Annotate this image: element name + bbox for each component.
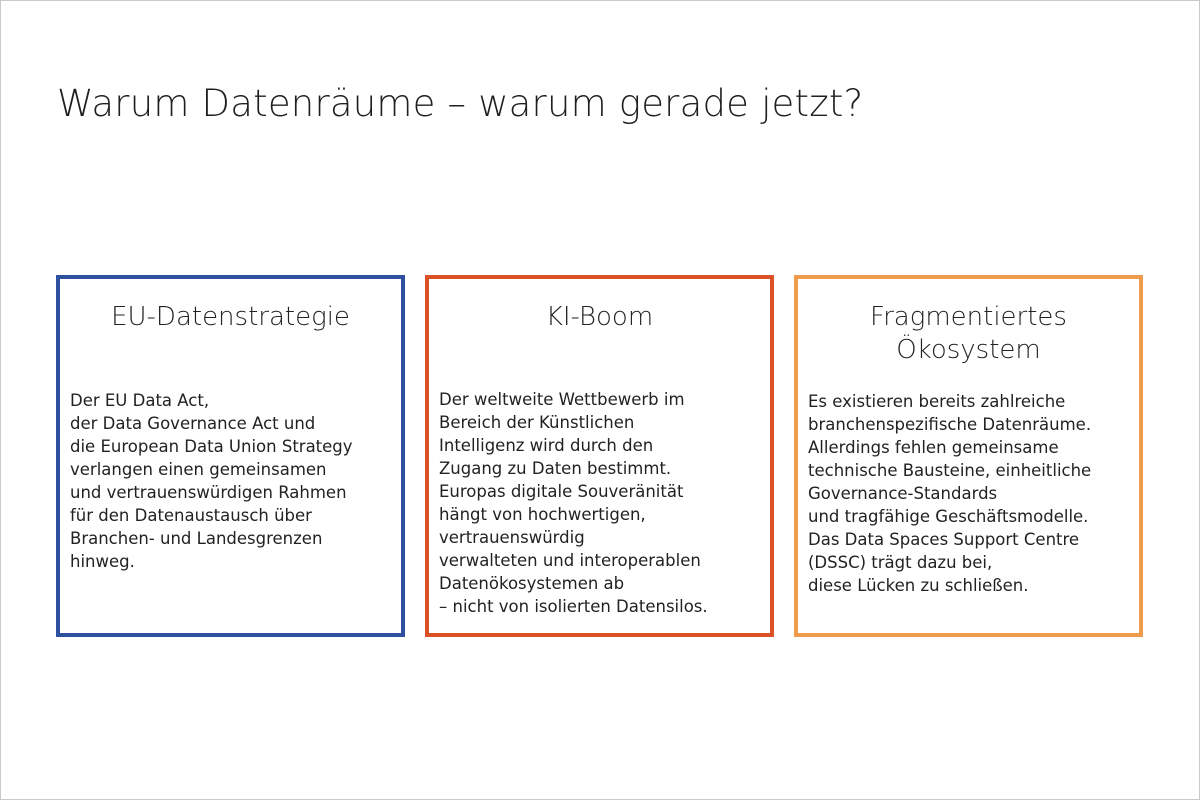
- card-title: Fragmentiertes Ökosystem: [870, 302, 1067, 365]
- card-body: Der EU Data Act, der Data Governance Act und die European Data Union Strategy verlangen einen gemeinsamen und vertrauenswürdigen Rahmen für den Datenaustausch über Branchen- und Landesgrenzen hinweg.: [70, 391, 353, 571]
- slide-title: Warum Datenräume – warum gerade jetzt?: [57, 82, 864, 125]
- card-fragmentiertes-oekosystem: [794, 275, 1143, 637]
- card-ki-boom: [425, 275, 774, 637]
- card-body: Der weltweite Wettbewerb im Bereich der Künstlichen Intelligenz wird durch den Zugang zu Daten bestimmt. Europas digitale Souveränität hängt von hochwertigen, vertrauenswürdig verwalteten und interoperablen Datenökosystemen ab – nicht von isolierten Datensilos.: [439, 390, 708, 616]
- card-title: KI-Boom: [545, 302, 654, 332]
- card-body: Es existieren bereits zahlreiche branchenspezifische Datenräume. Allerdings fehlen gemeinsame technische Bausteine, einheitliche Governance-Standards und tragfähige Geschäftsmodelle. Das Data Spaces Support Centre (DSSC) trägt dazu bei, diese Lücken zu schließen.: [808, 392, 1092, 595]
- card-title: EU-Datenstrategie: [111, 302, 350, 332]
- card-eu-datenstrategie: [56, 275, 405, 637]
